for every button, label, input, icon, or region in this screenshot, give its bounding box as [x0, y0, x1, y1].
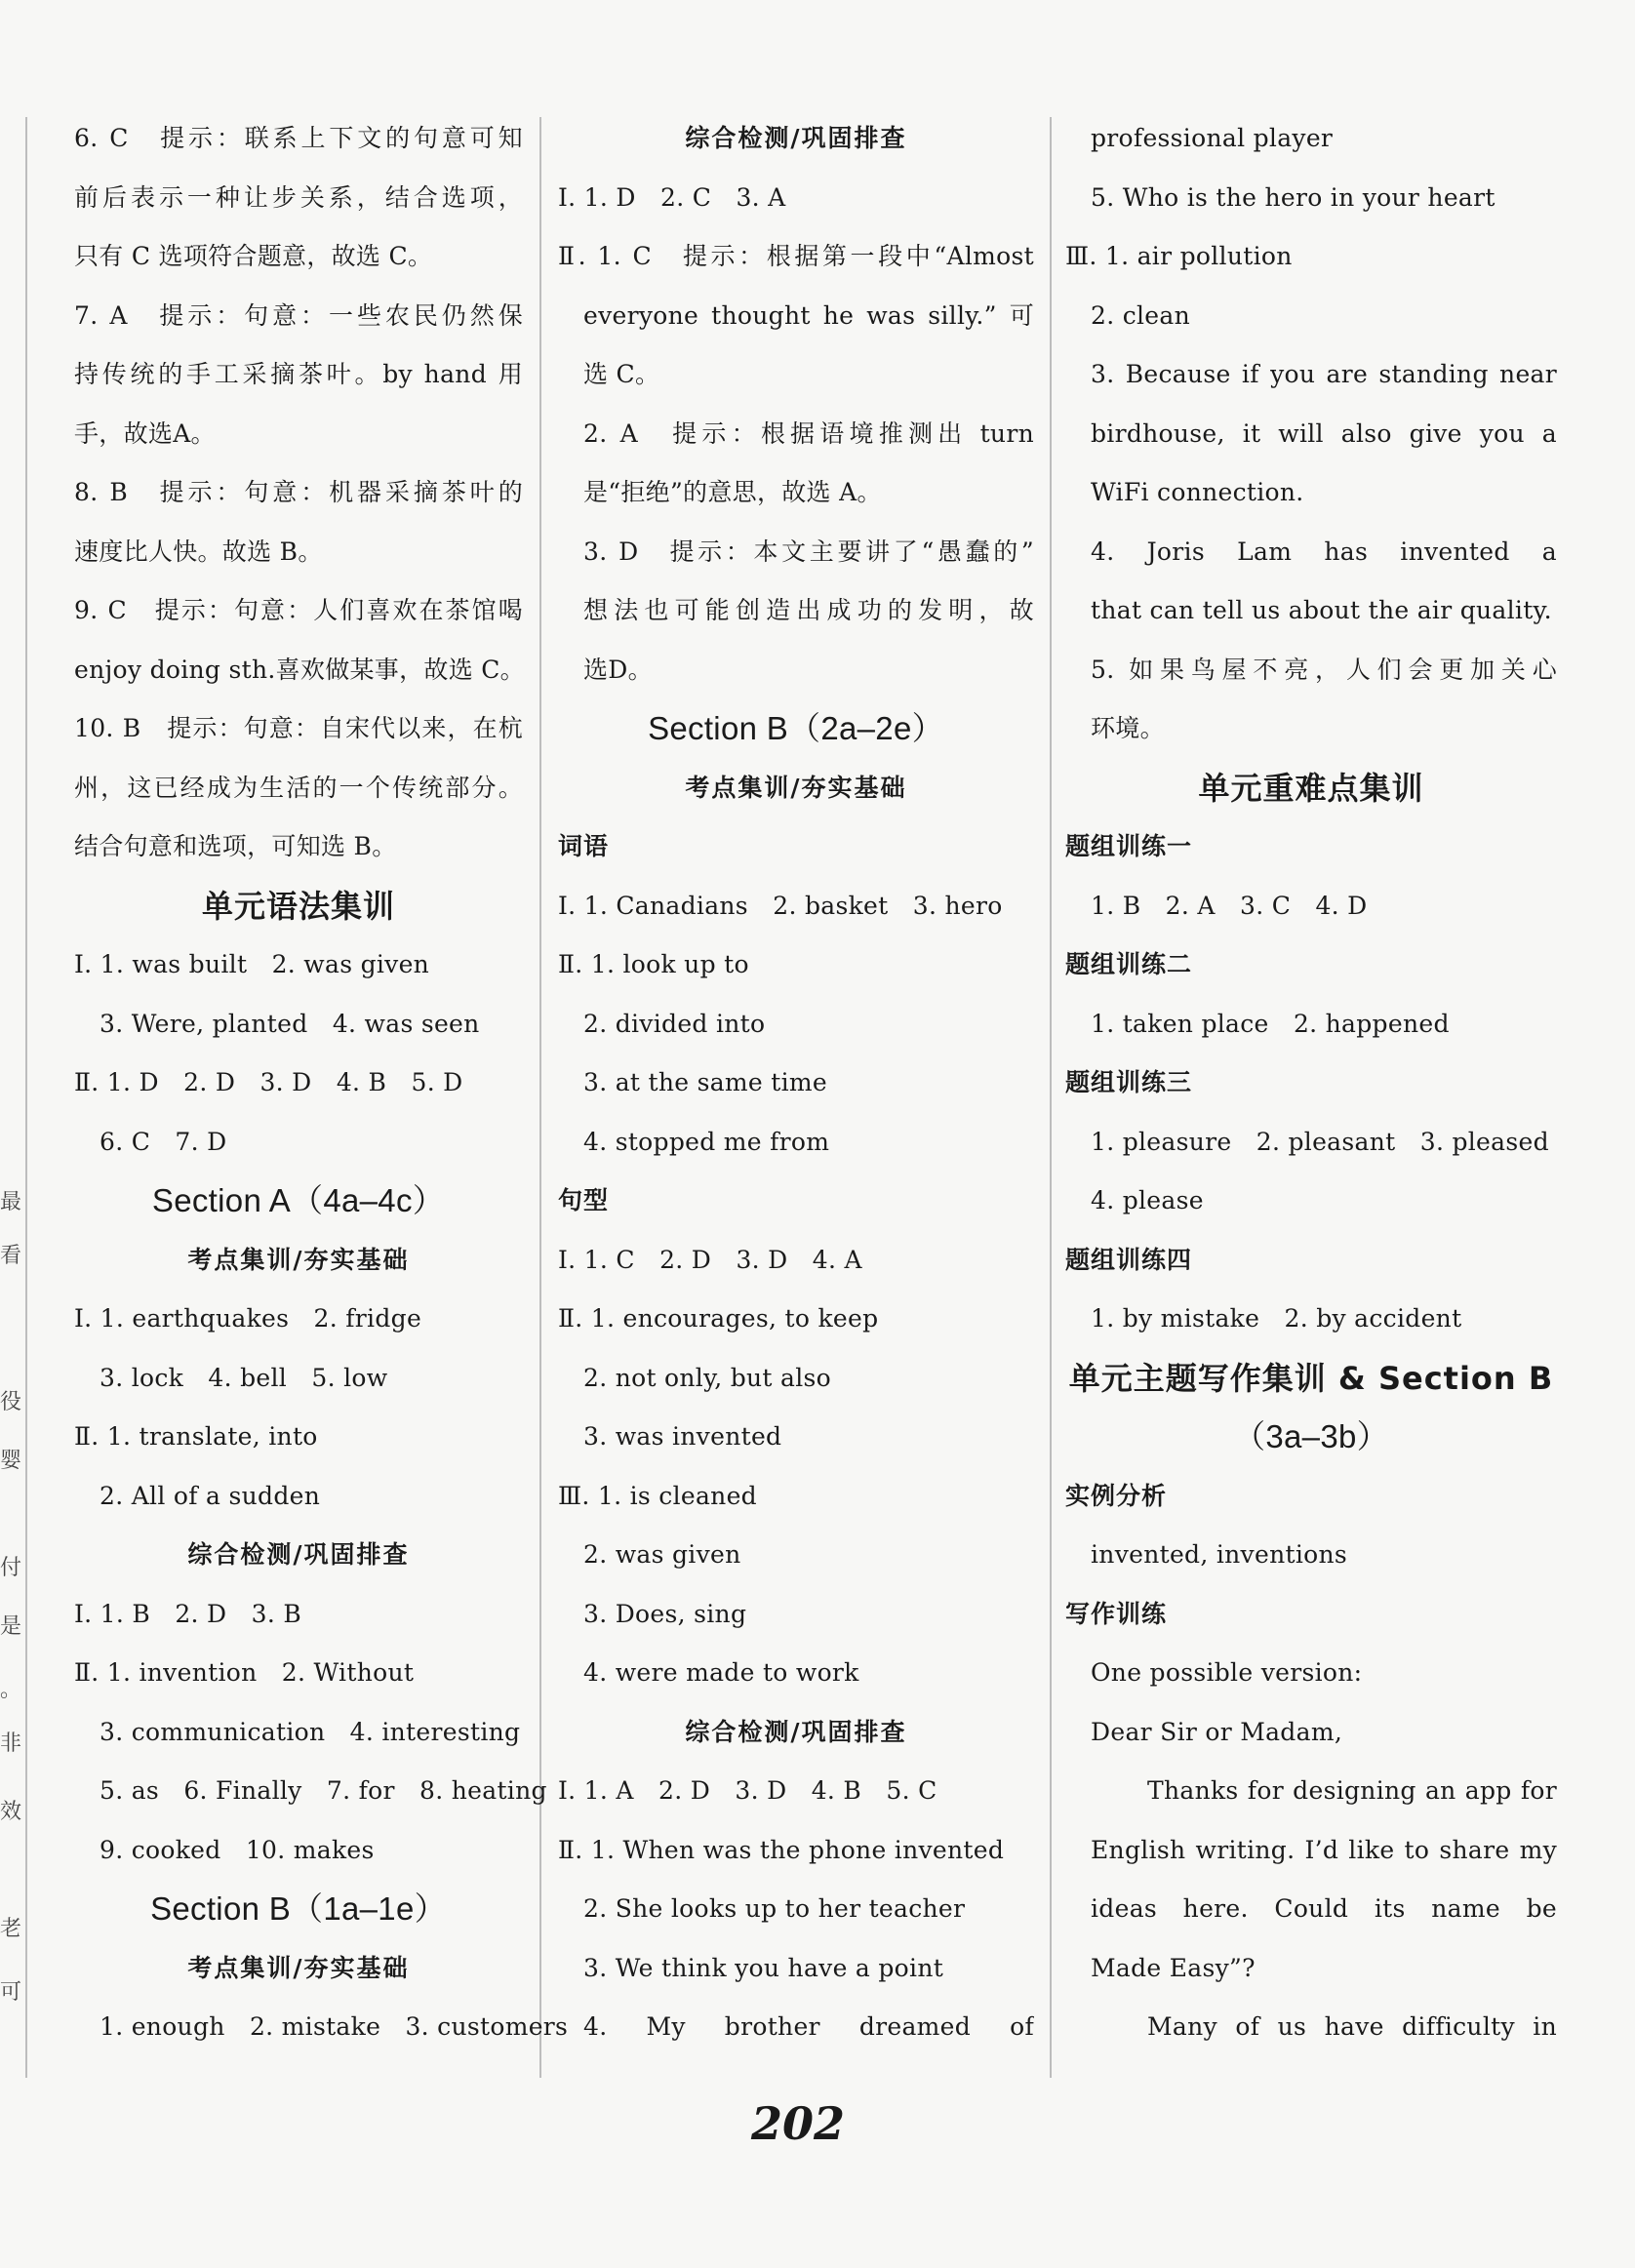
column2-line: 4. My brother dreamed of — [583, 2012, 1034, 2041]
column3-line: （3a–3b） — [1233, 1418, 1389, 1454]
column1-line: 单元语法集训 — [201, 887, 395, 925]
column2-line: 4. were made to work — [583, 1658, 859, 1687]
column3-line: Dear Sir or Madam, — [1091, 1717, 1343, 1746]
column2-line: 3. was invented — [583, 1422, 782, 1451]
column3-line: 题组训练四 — [1065, 1245, 1193, 1274]
margin-mark: 可 — [0, 1980, 22, 2005]
margin-mark: 看 — [0, 1244, 22, 1268]
column3-line: 5. Who is the hero in your heart — [1091, 182, 1495, 212]
column2-line: Ⅱ. 1. When was the phone invented — [558, 1835, 1005, 1864]
column3-line: English writing. I’d like to share my — [1091, 1835, 1557, 1864]
margin-mark: 婴 — [0, 1449, 22, 1473]
column2-line: 2. was given — [583, 1540, 741, 1569]
column2-line: everyone thought he was silly.” 可 — [583, 300, 1034, 330]
column3-line: Ⅲ. 1. air pollution — [1065, 242, 1293, 270]
column-1 — [74, 109, 569, 2057]
column2-line: 2. divided into — [583, 1009, 766, 1038]
column3-line: ideas here. Could its name be — [1091, 1894, 1557, 1923]
column2-line: 3. at the same time — [583, 1068, 828, 1096]
column1-line: 7. A 提示：句意：一些农民仍然保 — [74, 300, 523, 330]
column1-line: 考点集训/夯实基础 — [187, 1953, 410, 1982]
column1-line: 前后表示一种让步关系，结合选项， — [74, 182, 523, 212]
column1-line: 只有 C 选项符合题意，故选 C。 — [74, 242, 433, 270]
column1-line: 持传统的手工采摘茶叶。by hand 用 — [74, 360, 523, 388]
column1-line: 州，这已经成为生活的一个传统部分。 — [74, 773, 523, 802]
column2-line: 3. Does, sing — [583, 1599, 747, 1628]
column2-line: 选 C。 — [583, 360, 660, 388]
column3-line: One possible version: — [1091, 1658, 1363, 1687]
column1-line: 2. All of a sudden — [100, 1481, 321, 1510]
column1-line: Section B（1a–1e） — [150, 1890, 447, 1927]
column3-line: 题组训练三 — [1065, 1068, 1193, 1096]
column2-line: 综合检测/巩固排查 — [685, 124, 907, 152]
column3-line: Many of us have difficulty in — [1147, 2012, 1557, 2041]
column2-line: 考点集训/夯实基础 — [685, 773, 907, 802]
column1-line: 3. communication 4. interesting — [100, 1717, 521, 1746]
column1-line: Ⅰ. 1. earthquakes 2. fridge — [74, 1304, 422, 1333]
column3-line: WiFi connection. — [1091, 478, 1304, 506]
column1-line: 1. enough 2. mistake 3. customers — [100, 2012, 569, 2041]
column1-line: Ⅰ. 1. B 2. D 3. B — [74, 1599, 302, 1628]
column2-line: Ⅰ. 1. C 2. D 3. D 4. A — [558, 1245, 862, 1274]
column2-line: Ⅱ. 1. look up to — [558, 950, 749, 978]
column2-line: 是“拒绝”的意思，故选 A。 — [583, 478, 882, 506]
margin-mark: 最 — [0, 1190, 22, 1214]
margin-mark: 役 — [0, 1390, 22, 1414]
column1-line: 6. C 提示：联系上下文的句意可知 — [74, 124, 523, 152]
margin-mark: 是 — [0, 1614, 22, 1639]
column1-line: 6. C 7. D — [100, 1127, 227, 1156]
column3-line: 题组训练一 — [1065, 832, 1193, 860]
column1-line: 9. C 提示：句意：人们喜欢在茶馆喝 — [74, 596, 523, 624]
column3-line: 2. clean — [1091, 300, 1190, 330]
column2-line: 词语 — [558, 832, 610, 860]
column2-line: 2. A 提示：根据语境推测出 turn — [583, 418, 1034, 448]
column1-line: 速度比人快。故选 B。 — [74, 537, 323, 566]
column2-line: Ⅰ. 1. D 2. C 3. A — [558, 182, 786, 212]
column3-line: 4. Joris Lam has invented a — [1091, 537, 1557, 566]
column1-line: 3. lock 4. bell 5. low — [100, 1363, 388, 1392]
column1-line: 10. B 提示：句意：自宋代以来，在杭 — [74, 714, 523, 742]
column3-line: 实例分析 — [1065, 1481, 1168, 1510]
column2-line: 3. D 提示：本文主要讲了“愚蠢的” — [583, 537, 1034, 566]
margin-mark: 非 — [0, 1731, 22, 1756]
left-margin-rule — [25, 117, 27, 2078]
column2-line: Ⅰ. 1. A 2. D 3. D 4. B 5. C — [558, 1776, 937, 1805]
column2-line: 4. stopped me from — [583, 1127, 830, 1156]
column1-line: Ⅱ. 1. invention 2. Without — [74, 1658, 415, 1687]
column1-line: Section A（4a–4c） — [151, 1182, 446, 1218]
column1-line: Ⅱ. 1. D 2. D 3. D 4. B 5. D — [74, 1068, 463, 1096]
margin-mark: 效 — [0, 1800, 22, 1824]
column2-line: 综合检测/巩固排查 — [685, 1717, 907, 1746]
column1-line: Ⅱ. 1. translate, into — [74, 1422, 318, 1451]
column-divider-2 — [1050, 117, 1052, 2078]
column2-line: 想法也可能创造出成功的发明，故 — [583, 596, 1034, 624]
column3-line: 1. by mistake 2. by accident — [1091, 1304, 1462, 1333]
column2-line: 2. She looks up to her teacher — [583, 1894, 966, 1923]
margin-mark: 老 — [0, 1917, 22, 1941]
column3-line: 题组训练二 — [1065, 950, 1193, 978]
column3-line: 单元主题写作集训 & Section B — [1068, 1359, 1554, 1397]
margin-mark: 付 — [0, 1556, 22, 1580]
column-3 — [1065, 109, 1557, 2057]
column3-line: 1. pleasure 2. pleasant 3. pleased — [1091, 1127, 1549, 1156]
column1-line: 9. cooked 10. makes — [100, 1835, 375, 1864]
column3-line: Made Easy”? — [1091, 1953, 1256, 1982]
column1-line: 综合检测/巩固排查 — [187, 1540, 410, 1569]
column2-line: Ⅱ. 1. C 提示：根据第一段中“Almost — [558, 242, 1034, 270]
column3-line: Thanks for designing an app for — [1147, 1776, 1557, 1805]
column1-line: 结合句意和选项，可知选 B。 — [74, 832, 397, 860]
column-2 — [558, 109, 1034, 2057]
column2-line: Ⅱ. 1. encourages, to keep — [558, 1304, 879, 1333]
column2-line: 句型 — [558, 1186, 610, 1214]
column3-line: 1. taken place 2. happened — [1091, 1009, 1450, 1038]
column1-line: 手，故选A。 — [74, 418, 216, 448]
column1-line: enjoy doing sth.喜欢做某事，故选 C。 — [74, 655, 525, 684]
margin-mark: 。 — [0, 1678, 22, 1702]
column3-line: 4. please — [1091, 1186, 1204, 1214]
column3-line: birdhouse, it will also give you a — [1091, 418, 1557, 448]
column1-line: Ⅰ. 1. was built 2. was given — [74, 950, 430, 978]
column2-line: 3. We think you have a point — [583, 1953, 944, 1982]
column3-line: 1. B 2. A 3. C 4. D — [1091, 891, 1368, 920]
column1-line: 3. Were, planted 4. was seen — [100, 1009, 480, 1038]
column3-line: 5. 如果鸟屋不亮，人们会更加关心 — [1091, 655, 1557, 684]
column3-line: 3. Because if you are standing near — [1091, 360, 1557, 388]
page-number: 202 — [750, 2097, 846, 2150]
column1-line: 考点集训/夯实基础 — [187, 1245, 410, 1274]
column2-line: Ⅰ. 1. Canadians 2. basket 3. hero — [558, 891, 1003, 920]
column3-line: invented, inventions — [1091, 1540, 1347, 1569]
column2-line: Ⅲ. 1. is cleaned — [558, 1481, 757, 1510]
column3-line: 单元重难点集训 — [1198, 769, 1424, 807]
column2-line: 选D。 — [583, 655, 653, 684]
column1-line: 5. as 6. Finally 7. for 8. heating — [100, 1776, 547, 1805]
column3-line: 环境。 — [1091, 714, 1165, 742]
column3-line: professional player — [1091, 124, 1334, 152]
column2-line: 2. not only, but also — [583, 1363, 831, 1392]
column2-line: Section B（2a–2e） — [648, 710, 944, 746]
column1-line: 8. B 提示：句意：机器采摘茶叶的 — [74, 478, 523, 506]
column3-line: that can tell us about the air quality. — [1091, 596, 1552, 624]
column3-line: 写作训练 — [1065, 1599, 1168, 1628]
